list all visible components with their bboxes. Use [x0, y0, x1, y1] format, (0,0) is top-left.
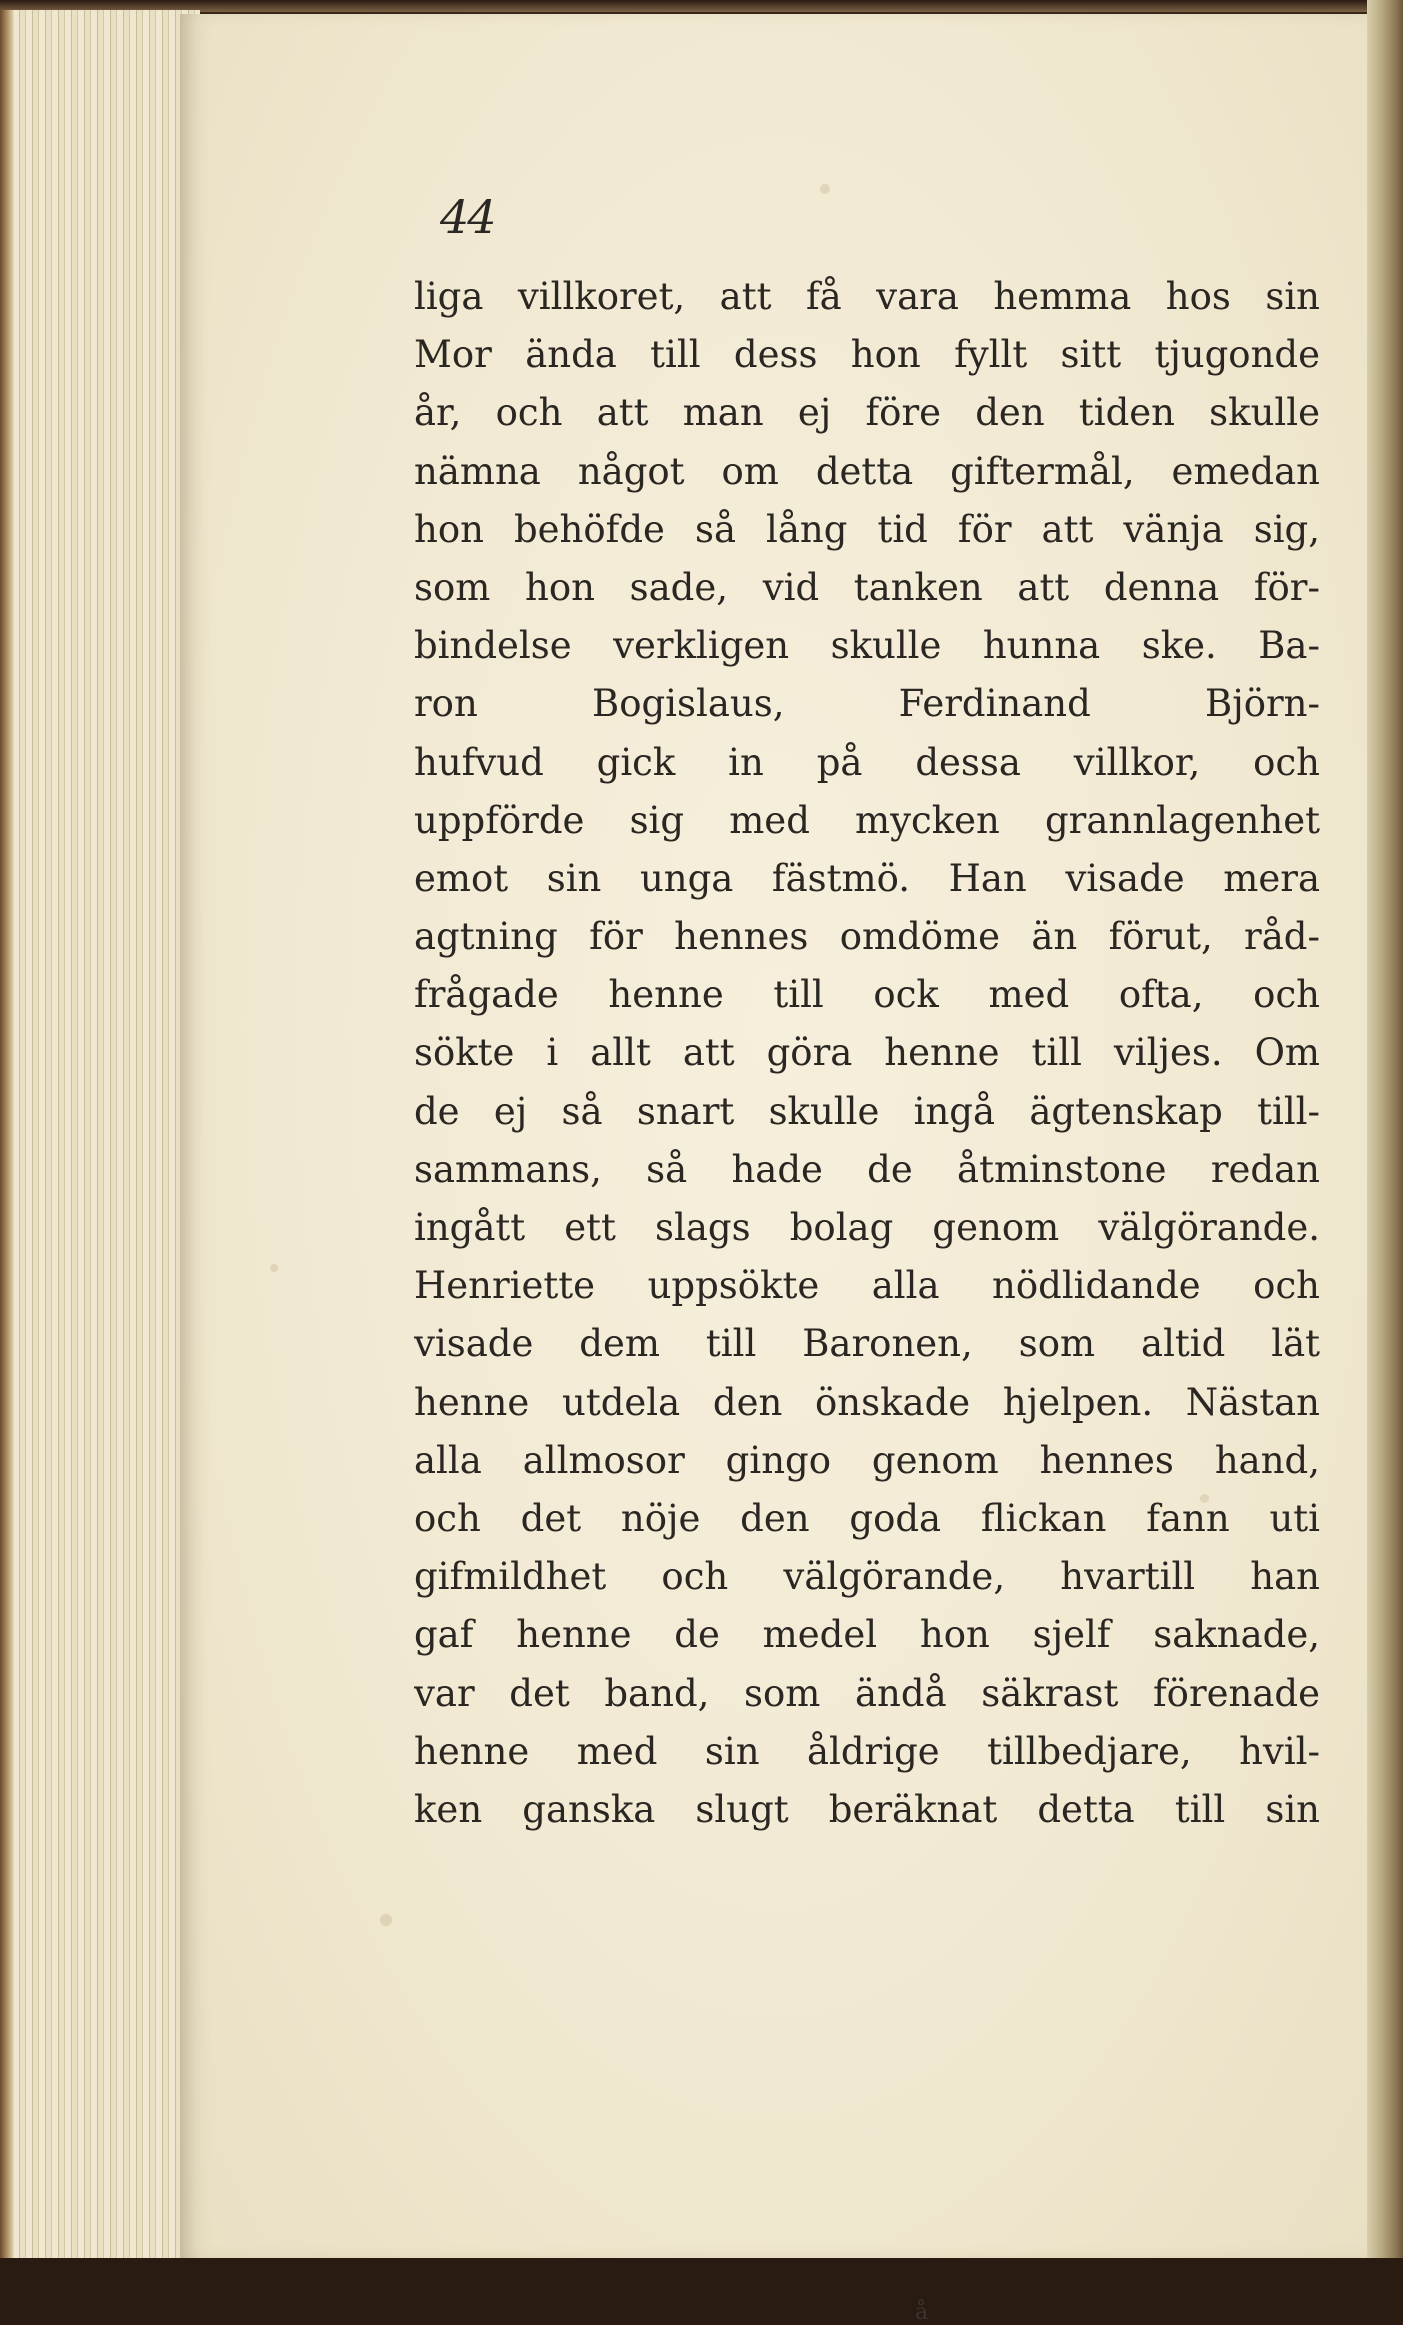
- text-line: år, och att man ej före den tiden skulle: [414, 391, 1320, 435]
- text-line: de ej så snart skulle ingå ägtenskap till-: [414, 1089, 1320, 1133]
- text-line: visade dem till Baronen, som altid lät: [414, 1322, 1320, 1366]
- text-line: nämna något om detta giftermål, emedan: [414, 449, 1320, 493]
- page-number: 44: [440, 190, 495, 244]
- text-line: ingått ett slags bolag genom välgörande.: [414, 1206, 1320, 1249]
- catchword-mark: å: [915, 2300, 929, 2325]
- text-line: gaf henne de medel hon sjelf saknade,: [414, 1613, 1320, 1657]
- body-text: [414, 268, 1320, 1839]
- text-line: ken ganska slugt beräknat detta till sin: [414, 1787, 1320, 1831]
- text-line: sammans, så hade de åtminstone redan: [414, 1147, 1320, 1191]
- foxing-spot: [380, 1914, 392, 1926]
- text-line: frågade henne till ock med ofta, och: [414, 973, 1320, 1017]
- text-line: agtning för hennes omdöme än förut, råd-: [414, 915, 1320, 959]
- text-line: gifmildhet och välgörande, hvartill han: [414, 1555, 1320, 1599]
- top-binding-edge: [0, 0, 1403, 12]
- foxing-spot: [270, 1264, 278, 1272]
- text-line: var det band, som ändå säkrast förenade: [414, 1671, 1320, 1715]
- text-line: hon behöfde så lång tid för att vänja sig,: [414, 507, 1320, 551]
- text-line: alla allmosor gingo genom hennes hand,: [414, 1438, 1320, 1482]
- text-line: liga villkoret, att få vara hemma hos sin: [414, 275, 1320, 318]
- text-line: uppförde sig med mycken grannlagenhet: [414, 798, 1320, 842]
- text-line: hufvud gick in på dessa villkor, och: [414, 740, 1320, 784]
- text-line: bindelse verkligen skulle hunna ske. Ba-: [414, 624, 1320, 668]
- text-line: som hon sade, vid tanken att denna för-: [414, 565, 1320, 609]
- text-line: sökte i allt att göra henne till viljes. Om: [414, 1031, 1320, 1075]
- text-line: henne utdela den önskade hjelpen. Nästan: [414, 1380, 1320, 1424]
- text-line: Henriette uppsökte alla nödlidande och: [414, 1264, 1320, 1308]
- left-edge-shadow: [0, 10, 14, 2258]
- text-line: emot sin unga fästmö. Han visade mera: [414, 856, 1320, 900]
- text-line: henne med sin åldrige tillbedjare, hvil-: [414, 1729, 1320, 1773]
- text-line: ron Bogislaus, Ferdinand Björn-: [414, 682, 1320, 726]
- right-page-edge: [1367, 0, 1403, 2258]
- text-line: och det nöje den goda flickan fann uti: [414, 1496, 1320, 1540]
- foxing-spot: [820, 184, 830, 194]
- text-line: Mor ända till dess hon fyllt sitt tjugonde: [414, 333, 1320, 377]
- left-page-edges: [0, 10, 200, 2258]
